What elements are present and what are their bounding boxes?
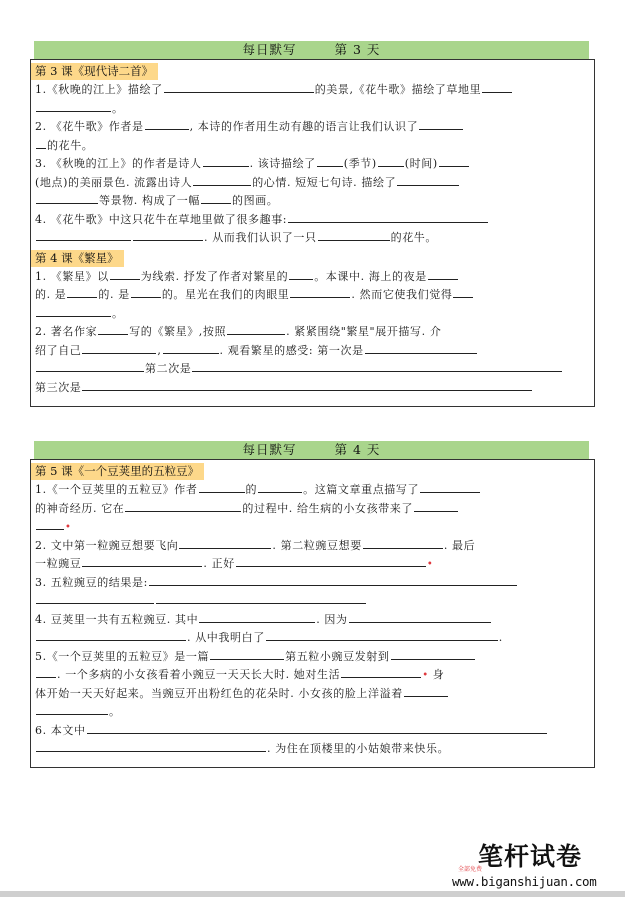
fill-in-blank[interactable] [453, 285, 473, 298]
fill-in-blank[interactable] [145, 117, 189, 130]
worksheet-line [31, 665, 594, 684]
line-text: . [498, 631, 503, 644]
fill-in-blank[interactable] [193, 173, 251, 186]
red-mark: • [422, 670, 429, 681]
fill-in-blank[interactable] [82, 554, 202, 567]
line-text: 的心情. 短短七句诗. 描绘了 [252, 175, 397, 189]
line-text: 4. 《花牛歌》中这只花牛在草地里做了很多趣事: [35, 212, 288, 226]
fill-in-blank[interactable] [266, 628, 498, 641]
red-mark: • [426, 559, 434, 570]
watermark-free-tag: 全部免费 [458, 866, 483, 873]
worksheet-line [31, 267, 594, 286]
lesson4-title: 第 4 课《繁星》 [31, 250, 124, 267]
line-text: 4. 豆荚里一共有五粒豌豆. 其中 [35, 612, 199, 626]
worksheet-line [31, 573, 594, 592]
line-text: 的. 是 [35, 288, 67, 301]
line-text: 2. 《花牛歌》作者是 [35, 120, 144, 133]
fill-in-blank[interactable] [318, 228, 390, 241]
fill-in-blank[interactable] [414, 499, 458, 512]
line-text: 的过程中. 给生病的小女孩带来了 [242, 501, 413, 515]
worksheet-line [31, 480, 594, 499]
fill-in-blank[interactable] [203, 154, 249, 167]
fill-in-blank[interactable] [36, 665, 56, 678]
worksheet-line [31, 536, 594, 555]
line-text: . 然而它使我们觉得 [351, 288, 453, 301]
line-text: 的。星光在我们的肉眼里 [161, 288, 290, 301]
line-text: 。 [109, 705, 121, 718]
lesson5-lines [31, 480, 594, 758]
fill-in-blank[interactable] [36, 702, 108, 715]
fill-in-blank[interactable] [419, 117, 463, 130]
fill-in-blank[interactable] [289, 267, 313, 280]
line-text: 身 [428, 668, 445, 681]
bottom-divider [0, 891, 625, 897]
fill-in-blank[interactable] [258, 480, 302, 493]
line-text: . 从中我明白了 [187, 631, 265, 644]
fill-in-blank[interactable] [36, 136, 46, 149]
fill-in-blank[interactable] [36, 359, 144, 372]
line-text: 1.《秋晚的江上》描绘了 [35, 83, 163, 96]
fill-in-blank[interactable] [397, 173, 459, 186]
fill-in-blank[interactable] [82, 378, 532, 391]
fill-in-blank[interactable] [131, 285, 161, 298]
worksheet-line [31, 610, 594, 629]
fill-in-blank[interactable] [36, 517, 64, 530]
worksheet-line [31, 154, 594, 173]
fill-in-blank[interactable] [201, 191, 231, 204]
line-text: , 本诗的作者用生动有趣的语言让我们认识了 [189, 120, 419, 133]
fill-in-blank[interactable] [420, 480, 480, 493]
line-text: 第二次是 [145, 362, 192, 375]
fill-in-blank[interactable] [133, 228, 203, 241]
line-text: , [157, 343, 162, 357]
line-text: 的花牛。 [390, 231, 437, 244]
watermark-url: www.biganshijuan.com [452, 874, 597, 889]
fill-in-blank[interactable] [67, 285, 97, 298]
worksheet-line [31, 591, 594, 610]
line-text: (季节) [343, 157, 377, 170]
line-text: 第五粒小豌豆发射到 [285, 649, 390, 663]
worksheet-line [31, 228, 594, 247]
worksheet-line [31, 739, 594, 758]
fill-in-blank[interactable] [391, 647, 475, 660]
fill-in-blank[interactable] [36, 304, 111, 317]
line-text: 的图画。 [232, 194, 279, 207]
fill-in-blank[interactable] [125, 499, 241, 512]
line-text: 的花牛。 [47, 138, 94, 152]
worksheet-line [31, 499, 594, 518]
line-text: . 因为 [316, 612, 348, 626]
line-text: . 观看繁星的感受: 第一次是 [219, 343, 364, 357]
fill-in-blank[interactable] [428, 267, 458, 280]
fill-in-blank[interactable] [439, 154, 469, 167]
worksheet-line [31, 554, 594, 573]
fill-in-blank[interactable] [199, 610, 315, 623]
fill-in-blank[interactable] [404, 684, 448, 697]
line-text: . 第二粒豌豆想要 [272, 538, 362, 552]
line-text: . 为住在顶楼里的小姑娘带来快乐。 [267, 742, 450, 755]
line-text: 。 [112, 306, 124, 320]
line-text: 5.《一个豆荚里的五粒豆》是一篇 [35, 649, 210, 663]
fill-in-blank[interactable] [317, 154, 343, 167]
fill-in-blank[interactable] [227, 322, 285, 335]
worksheet-line [31, 359, 594, 378]
worksheet-line [31, 647, 594, 666]
worksheet-line [31, 191, 594, 210]
watermark-logo [450, 842, 620, 892]
line-text: 写的《繁星》,按照 [129, 325, 227, 338]
day4-header-bar [34, 441, 589, 459]
line-text: . 正好 [203, 557, 235, 570]
day4-header-prefix: 每日默写 [242, 442, 297, 457]
line-text: 2. 著名作家 [35, 325, 98, 338]
line-text: 。这篇文章重点描写了 [303, 483, 420, 496]
fill-in-blank[interactable] [87, 721, 547, 734]
worksheet-line [31, 721, 594, 740]
line-text: 。本课中. 海上的夜是 [314, 269, 427, 283]
fill-in-blank[interactable] [363, 536, 443, 549]
fill-in-blank[interactable] [36, 191, 98, 204]
day3-header-day: 第 3 天 [334, 42, 381, 57]
worksheet-line [31, 80, 594, 99]
fill-in-blank[interactable] [199, 480, 245, 493]
fill-in-blank[interactable] [36, 591, 154, 604]
worksheet-line [31, 99, 594, 118]
line-text: 的神奇经历. 它在 [35, 501, 125, 515]
line-text: 2. 文中第一粒豌豆想要飞向 [35, 538, 179, 552]
worksheet-line [31, 517, 594, 536]
fill-in-blank[interactable] [164, 80, 314, 93]
day4-header-day: 第 4 天 [334, 442, 381, 457]
day3-header-bar [34, 41, 589, 59]
fill-in-blank[interactable] [82, 341, 156, 354]
lesson3-title: 第 3 课《现代诗二首》 [31, 63, 158, 80]
line-text: 第三次是 [35, 380, 82, 394]
line-text: . 紧紧围绕"繁星"展开描写. 介 [286, 325, 442, 338]
fill-in-blank[interactable] [290, 285, 350, 298]
lesson5-title: 第 5 课《一个豆荚里的五粒豆》 [31, 463, 204, 480]
line-text: 体开始一天天好起来。当豌豆开出粉红色的花朵时. 小女孩的脸上洋溢着 [35, 686, 403, 700]
line-text: 1. 《繁星》以 [35, 269, 109, 283]
fill-in-blank[interactable] [36, 628, 186, 641]
line-text: . 最后 [443, 538, 476, 552]
line-text: 6. 本文中 [35, 723, 86, 737]
fill-in-blank[interactable] [36, 228, 131, 241]
worksheet-line [31, 702, 594, 721]
day3-worksheet-box [30, 59, 595, 407]
fill-in-blank[interactable] [365, 341, 477, 354]
day3-header-prefix: 每日默写 [242, 42, 297, 57]
line-text: 的美景,《花牛歌》描绘了草地里 [314, 83, 482, 96]
line-text: 3. 《秋晚的江上》的作者是诗人 [35, 157, 202, 170]
red-mark: • [65, 522, 72, 533]
line-text: 1.《一个豆荚里的五粒豆》作者 [35, 483, 198, 496]
watermark-title: 笔杆试卷 [478, 842, 583, 871]
worksheet-line [31, 628, 594, 647]
worksheet-line [31, 341, 594, 360]
worksheet-line [31, 117, 594, 136]
fill-in-blank[interactable] [288, 210, 488, 223]
line-text: 。 [112, 101, 124, 115]
fill-in-blank[interactable] [110, 267, 140, 280]
day4-worksheet-box [30, 459, 595, 768]
line-text: 的. 是 [98, 288, 130, 301]
line-text: (地点)的美丽景色. 流露出诗人 [35, 175, 193, 189]
worksheet-line [31, 322, 594, 341]
worksheet-line [31, 136, 594, 155]
worksheet-line [31, 173, 594, 192]
line-text: 一粒豌豆 [35, 557, 82, 570]
lesson4-lines [31, 267, 594, 397]
fill-in-blank[interactable] [36, 739, 266, 752]
worksheet-line [31, 210, 594, 229]
fill-in-blank[interactable] [378, 154, 404, 167]
line-text: 的 [245, 483, 258, 496]
fill-in-blank[interactable] [149, 573, 517, 586]
line-text: . 从而我们认识了一只 [204, 231, 317, 244]
fill-in-blank[interactable] [482, 80, 512, 93]
fill-in-blank[interactable] [349, 610, 491, 623]
lesson3-lines [31, 80, 594, 247]
line-text: 等景物. 构成了一幅 [99, 194, 200, 207]
fill-in-blank[interactable] [192, 359, 562, 372]
fill-in-blank[interactable] [179, 536, 271, 549]
line-text: 3. 五粒豌豆的结果是: [35, 575, 148, 589]
fill-in-blank[interactable] [156, 591, 366, 604]
fill-in-blank[interactable] [341, 665, 421, 678]
line-text: 为线索. 抒发了作者对繁星的 [140, 269, 289, 283]
fill-in-blank[interactable] [210, 647, 284, 660]
line-text: (时间) [404, 157, 438, 170]
worksheet-line [31, 684, 594, 703]
fill-in-blank[interactable] [163, 341, 219, 354]
fill-in-blank[interactable] [98, 322, 128, 335]
worksheet-line [31, 304, 594, 323]
worksheet-line [31, 378, 594, 397]
fill-in-blank[interactable] [236, 554, 426, 567]
worksheet-line [31, 285, 594, 304]
line-text: . 一个多病的小女孩看着小豌豆一天天长大时. 她对生活 [57, 668, 341, 681]
line-text: 绍了自己 [35, 343, 82, 357]
line-text: . 该诗描绘了 [249, 157, 316, 170]
fill-in-blank[interactable] [36, 99, 111, 112]
